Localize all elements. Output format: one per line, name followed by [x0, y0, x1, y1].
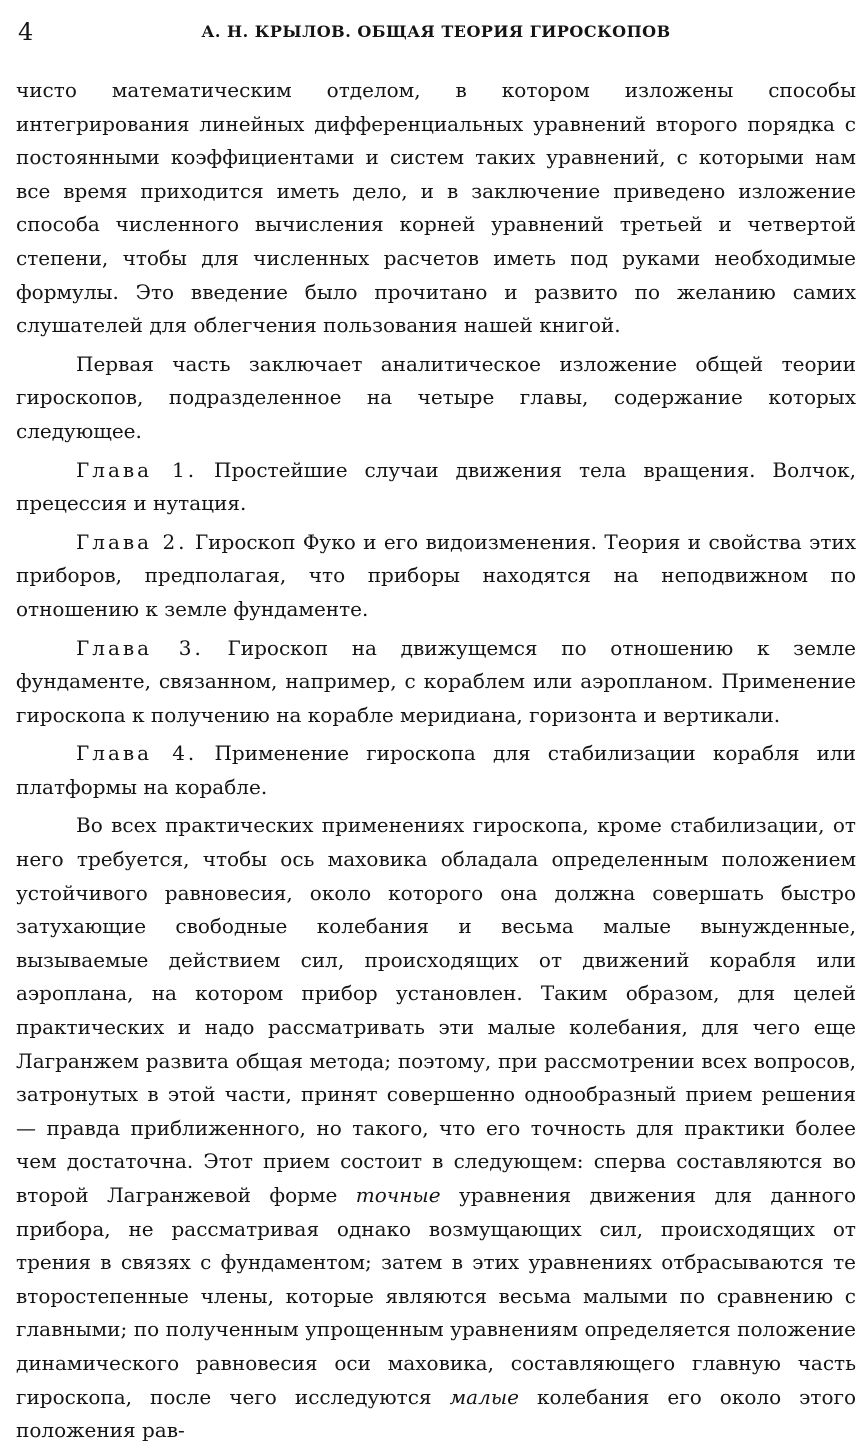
chapter-2-label: Глава 2. [76, 529, 188, 554]
chapter-1-text: Простейшие случаи движения тела вращения. Волчок, прецессия и нутация. [16, 457, 856, 516]
emphasis-small: малые [449, 1384, 519, 1409]
chapter-1-label: Глава 1. [76, 457, 198, 482]
method-text-part-1: Во всех практических применениях гироскопа, кроме стабилизации, от него требуется, чтобы ось маховика обладала определенным положением устойчивого равновесия, около которого она должна совершать быстро затухающие свободные колебания и весьма малые вынужденные, вызываемые действием сил, происходящих от движений корабля или аэроплана, на котором прибор установлен. Таким образом, для целей практических и надо рассматривать эти малые колебания, для чего еще Лагранжем развита общая метода; поэтому, при рассмотрении всех вопросов, затронутых в этой части, принят совершенно однообразный прием решения — правда приближенного, но такого, что его точность для практики более чем достаточна. Этот прием состоит в следующем: сперва составляются во второй Лагранжевой форме [16, 813, 856, 1207]
paragraph-intro-continuation: чисто математическим отделом, в котором изложены способы интегрирования линейных дифференциальных уравнений второго порядка с постоянными коэффициентами и систем таких уравнений, с которыми нам все время приходится иметь дело, и в заключение приведено изложение способа численного вычисления корней уравнений третьей и четвертой степени, чтобы для численных расчетов иметь под руками необходимые формулы. Это введение было прочитано и развито по желанию самих слушателей для облегчения пользования нашей книгой. [16, 78, 856, 338]
method-text-part-3: колебания его около этого положения рав- [16, 1384, 857, 1443]
chapter-3-text: Гироскоп на движущемся по отношению к земле фундаменте, связанном, например, с кораблем или аэропланом. Применение гироскопа к получению на корабле меридиана, горизонта и вертикали. [16, 635, 857, 727]
paragraph-chapter-3 [16, 632, 856, 733]
chapter-4-text: Применение гироскопа для стабилизации корабля или платформы на корабле. [16, 741, 857, 799]
method-text-part-2: уравнения движения для данного прибора, не рассматривая однако возмущающих сил, происходящих от трения в связях с фундаментом; затем в этих уравнениях отбрасываются те второстепенные члены, которые являются весьма малыми по сравнению с главными; по полученным упрощенным уравнениям определяется положение динамического равновесия оси маховика, составляющего главную часть гироскопа, после чего исследуются [16, 1183, 857, 1409]
running-title: А. Н. КРЫЛОВ. ОБЩАЯ ТЕОРИЯ ГИРОСКОПОВ [201, 22, 671, 41]
paragraph-chapter-4 [16, 737, 856, 804]
paragraph-chapter-1 [16, 454, 856, 521]
chapter-4-label: Глава 4. [76, 741, 198, 766]
paragraph-method [16, 809, 856, 1447]
chapter-2-text: Гироскоп Фуко и его видоизменения. Теория и свойства этих приборов, предполагая, что приборы находятся на неподвижном по отношению к земле фундаменте. [16, 529, 856, 621]
paragraph-chapter-2 [16, 526, 856, 627]
emphasis-exact: точные [355, 1183, 441, 1207]
chapter-3-label: Глава 3. [76, 635, 204, 660]
page-number: 4 [18, 18, 34, 46]
text-block [16, 74, 856, 1448]
running-head [16, 18, 856, 48]
paragraph-part-one-overview: Первая часть заключает аналитическое изложение общей теории гироскопов, подразделенное на четыре главы, содержание которых следующее. [16, 351, 856, 443]
